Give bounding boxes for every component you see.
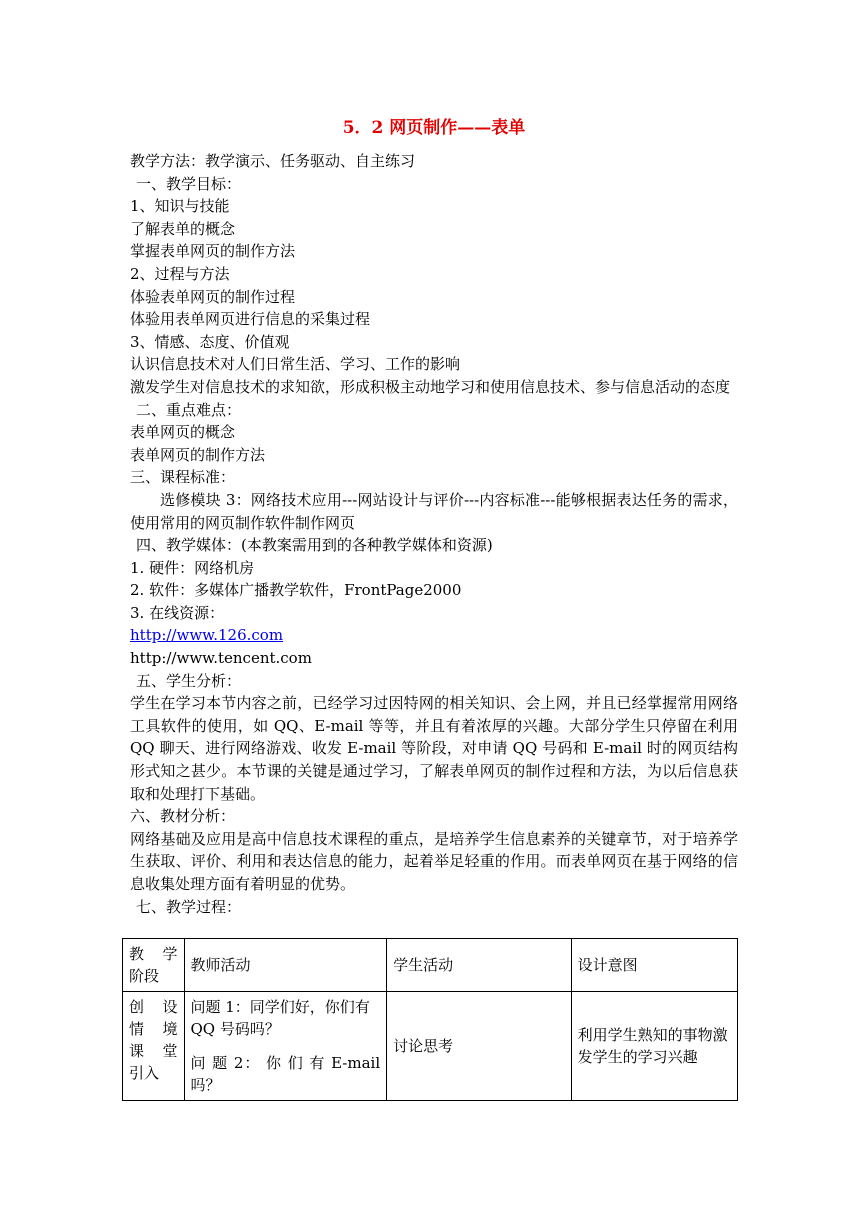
- teaching-process-table: [122, 938, 738, 1101]
- media-hardware: 1. 硬件：网络机房: [130, 558, 255, 577]
- document-page: [130, 114, 738, 918]
- link-126[interactable]: http://www.126.com: [130, 626, 284, 645]
- header-design-intent: 设计意图: [571, 939, 737, 992]
- header-student-activity: 学生活动: [387, 939, 572, 992]
- cell-teacher-activity: [184, 992, 387, 1101]
- section-heading-textbook: 六、教材分析：: [130, 807, 236, 826]
- objective-item: 认识信息技术对人们日常生活、学习、工作的影响: [130, 355, 461, 374]
- section-heading-standards: 三、课程标准：: [130, 468, 236, 487]
- document-title: 5．2 网页制作——表单: [342, 118, 526, 138]
- cell-design-intent: 利用学生熟知的事物激发学生的学习兴趣: [571, 992, 737, 1101]
- section-heading-key-points: 二、重点难点：: [136, 400, 242, 419]
- url-tencent: http://www.tencent.com: [130, 649, 312, 668]
- objective-item: 体验表单网页的制作过程: [130, 287, 296, 306]
- header-teacher-activity: 教师活动: [184, 939, 387, 992]
- textbook-analysis-paragraph: 网络基础及应用是高中信息技术课程的重点，是培养学生信息素养的关键章节，对于培养学生获取、评价、利用和表达信息的能力，起着举足轻重的作用。而表单网页在基于网络的信息收集处理方面有着明显的优势。: [130, 829, 738, 893]
- table-row: [123, 992, 738, 1101]
- objective-item: 体验用表单网页进行信息的采集过程: [130, 310, 371, 329]
- objective-item: 激发学生对信息技术的求知欲，形成积极主动地学习和使用信息技术、参与信息活动的态度: [130, 377, 731, 396]
- key-point-item: 表单网页的制作方法: [130, 445, 266, 464]
- header-stage: 教 学 阶段: [123, 939, 185, 992]
- subheading-process: 2、过程与方法: [130, 264, 230, 283]
- media-software: 2. 软件：多媒体广播教学软件，FrontPage2000: [130, 581, 462, 600]
- objective-item: 了解表单的概念: [130, 219, 236, 238]
- teacher-question-1: 问题 1：同学们好，你们有 QQ 号码吗？: [190, 998, 370, 1038]
- key-point-item: 表单网页的概念: [130, 423, 236, 442]
- standard-paragraph: 选修模块 3：网络技术应用---网站设计与评价---内容标准---能够根据表达任务的需求，使用常用的网页制作软件制作网页: [130, 490, 738, 532]
- objective-item: 掌握表单网页的制作方法: [130, 242, 296, 261]
- teacher-question-2: 问 题 2： 你 们 有 E-mail 吗？: [190, 1054, 381, 1094]
- table-header-row: [123, 939, 738, 992]
- section-heading-media: 四、教学媒体：(本教案需用到的各种教学媒体和资源): [136, 536, 493, 555]
- section-heading-process: 七、教学过程：: [136, 897, 242, 916]
- student-analysis-paragraph: 学生在学习本节内容之前，已经学习过因特网的相关知识、会上网，并且已经掌握常用网络工具软件的使用，如 QQ、E-mail 等等，并且有着浓厚的兴趣。大部分学生只停留在利用 QQ 聊天、进行网络游戏、收发 E-mail 等阶段，对申请 QQ 号码和 E-mail 时的网页结构形式知之甚少。本节课的关键是通过学习，了解表单网页的制作过程和方法，为以后信息获取和处理打下基础。: [130, 694, 738, 803]
- media-online-resources: 3. 在线资源：: [130, 603, 225, 622]
- subheading-knowledge: 1、知识与技能: [130, 197, 230, 216]
- subheading-attitude: 3、情感、态度、价值观: [130, 332, 290, 351]
- teaching-method: 教学方法：教学演示、任务驱动、自主练习: [130, 152, 416, 170]
- cell-stage: 创 设 情境 课 堂 引入: [123, 992, 185, 1101]
- cell-student-activity: 讨论思考: [387, 992, 572, 1101]
- section-heading-students: 五、学生分析：: [136, 671, 242, 690]
- section-heading-objectives: 一、教学目标：: [136, 174, 242, 193]
